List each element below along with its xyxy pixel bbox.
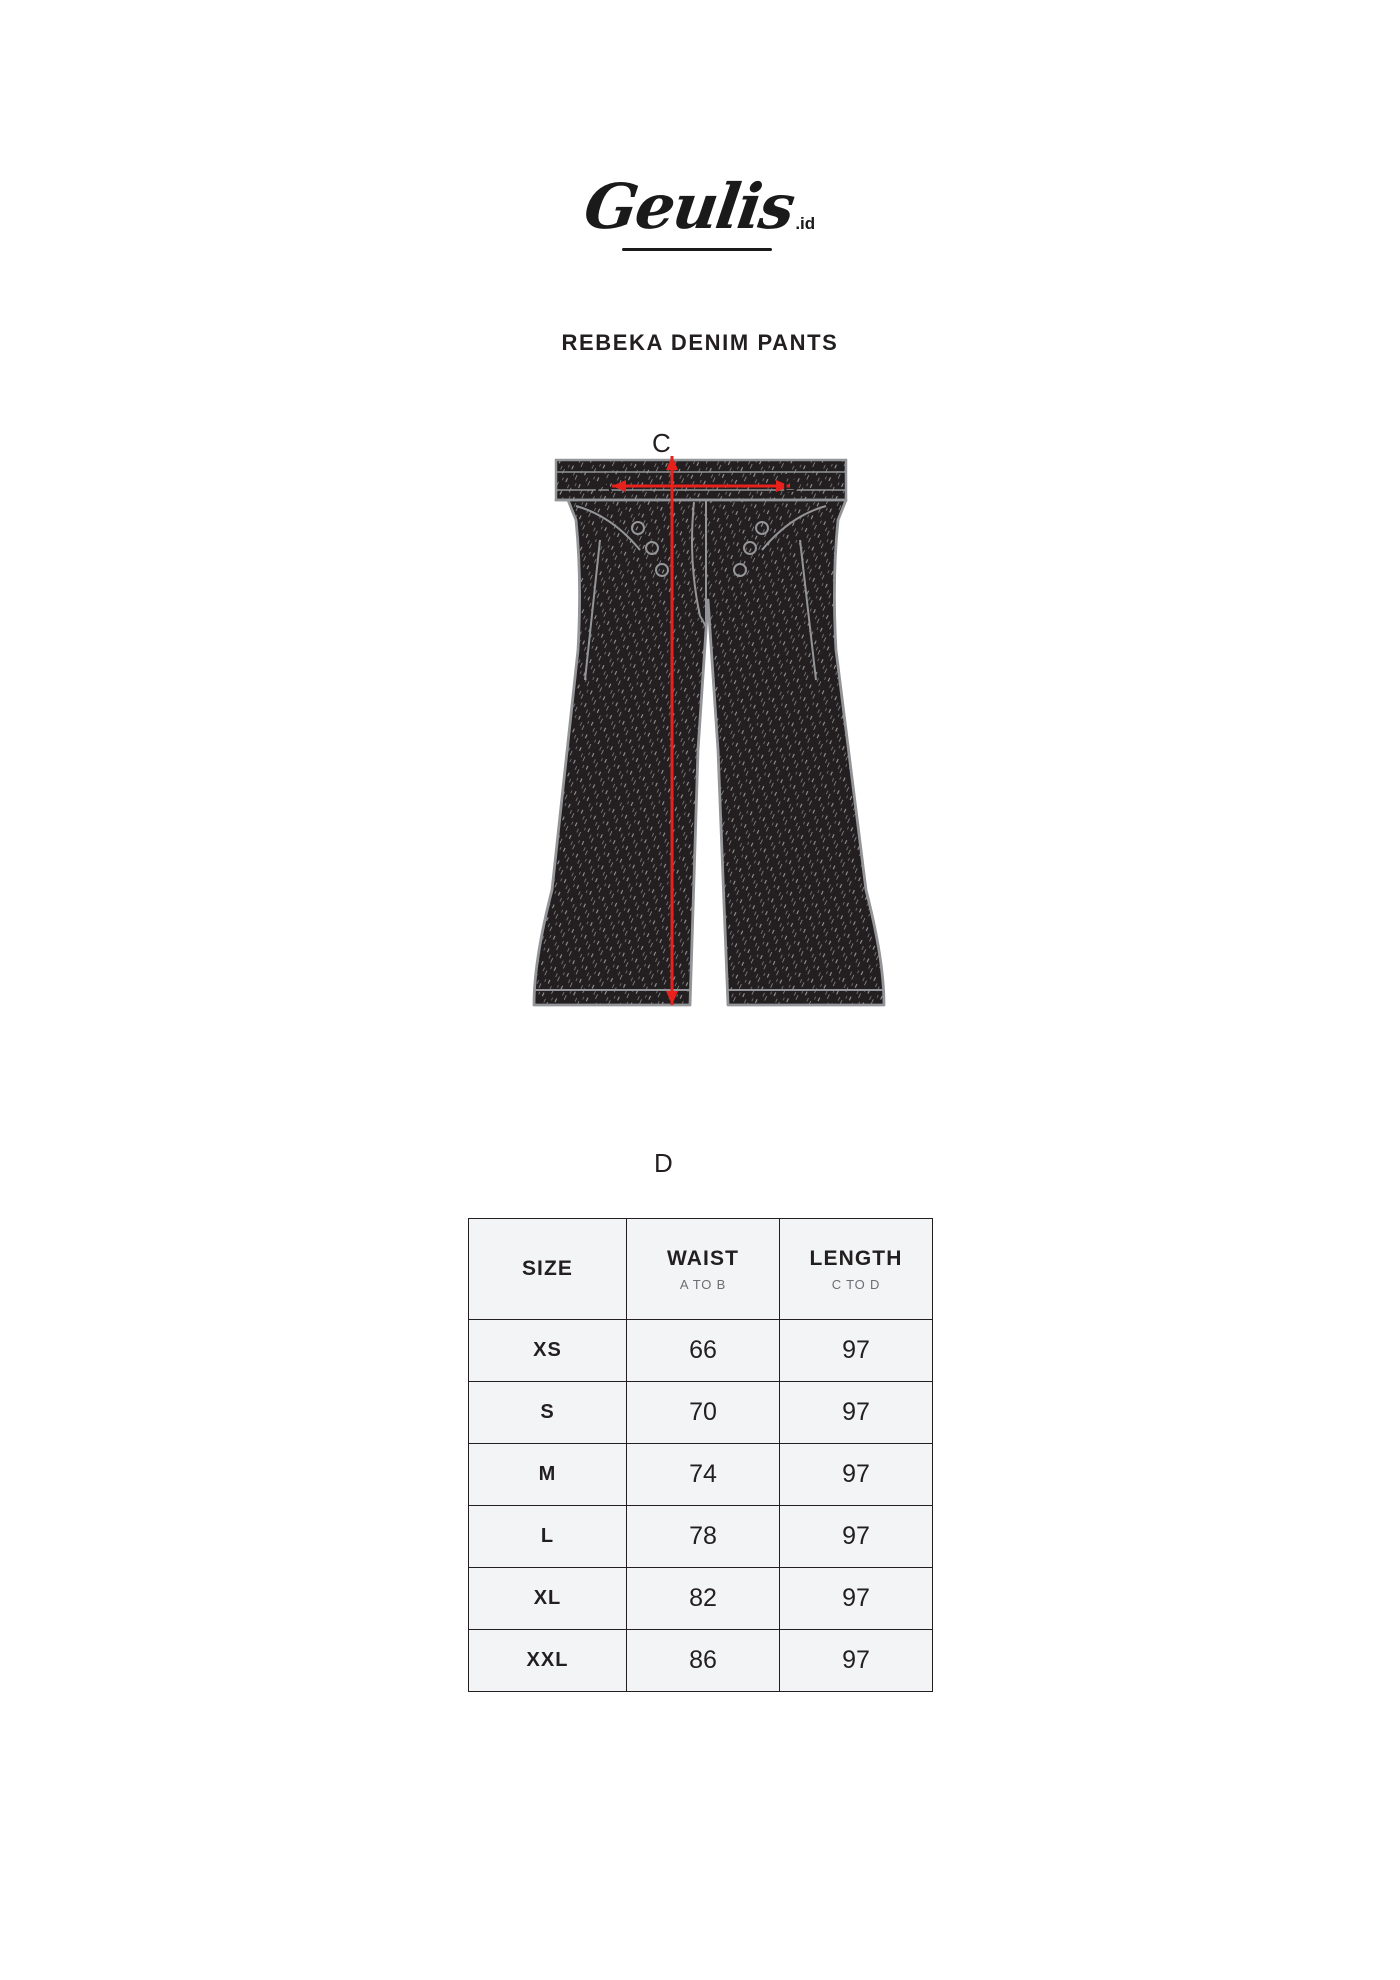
cell-size: XL xyxy=(469,1568,627,1630)
cell-waist: 86 xyxy=(627,1630,780,1692)
measure-label-b: B xyxy=(782,468,800,498)
measure-label-d: D xyxy=(654,1148,673,1178)
header-length-label: LENGTH xyxy=(809,1246,903,1270)
brand-suffix: .id xyxy=(795,214,816,233)
header-waist-sublabel: A TO B xyxy=(679,1276,727,1292)
table-row xyxy=(469,1382,933,1444)
cell-waist: 74 xyxy=(627,1444,780,1506)
cell-size: XXL xyxy=(469,1630,627,1692)
brand-name: Geulis xyxy=(579,170,798,243)
table-row xyxy=(469,1568,933,1630)
size-table-container xyxy=(468,1218,932,1692)
table-row xyxy=(469,1320,933,1382)
header-size xyxy=(469,1219,627,1320)
header-length-sublabel: C TO D xyxy=(831,1276,881,1292)
brand-underline-decoration xyxy=(622,248,772,251)
cell-length: 97 xyxy=(780,1630,933,1692)
cell-waist: 82 xyxy=(627,1568,780,1630)
cell-length: 97 xyxy=(780,1568,933,1630)
pants-body-shape xyxy=(534,500,884,1005)
cell-waist: 70 xyxy=(627,1382,780,1444)
header-size-label: SIZE xyxy=(521,1257,574,1280)
header-length xyxy=(780,1219,933,1320)
table-row xyxy=(469,1630,933,1692)
measure-label-a: A xyxy=(595,468,613,498)
page-title: REBEKA DENIM PANTS xyxy=(561,330,839,355)
cell-length: 97 xyxy=(780,1320,933,1382)
cell-size: XS xyxy=(469,1320,627,1382)
cell-size: L xyxy=(469,1506,627,1568)
garment-diagram xyxy=(0,420,1400,1180)
table-row xyxy=(469,1506,933,1568)
size-table xyxy=(468,1218,933,1692)
measure-label-c: C xyxy=(652,428,671,458)
brand-logo xyxy=(0,170,1400,243)
cell-waist: 66 xyxy=(627,1320,780,1382)
table-header-row xyxy=(469,1219,933,1320)
cell-length: 97 xyxy=(780,1444,933,1506)
header-waist xyxy=(627,1219,780,1320)
cell-length: 97 xyxy=(780,1506,933,1568)
cell-waist: 78 xyxy=(627,1506,780,1568)
cell-size: M xyxy=(469,1444,627,1506)
cell-size: S xyxy=(469,1382,627,1444)
table-row xyxy=(469,1444,933,1506)
header-waist-label: WAIST xyxy=(667,1246,739,1270)
cell-length: 97 xyxy=(780,1382,933,1444)
